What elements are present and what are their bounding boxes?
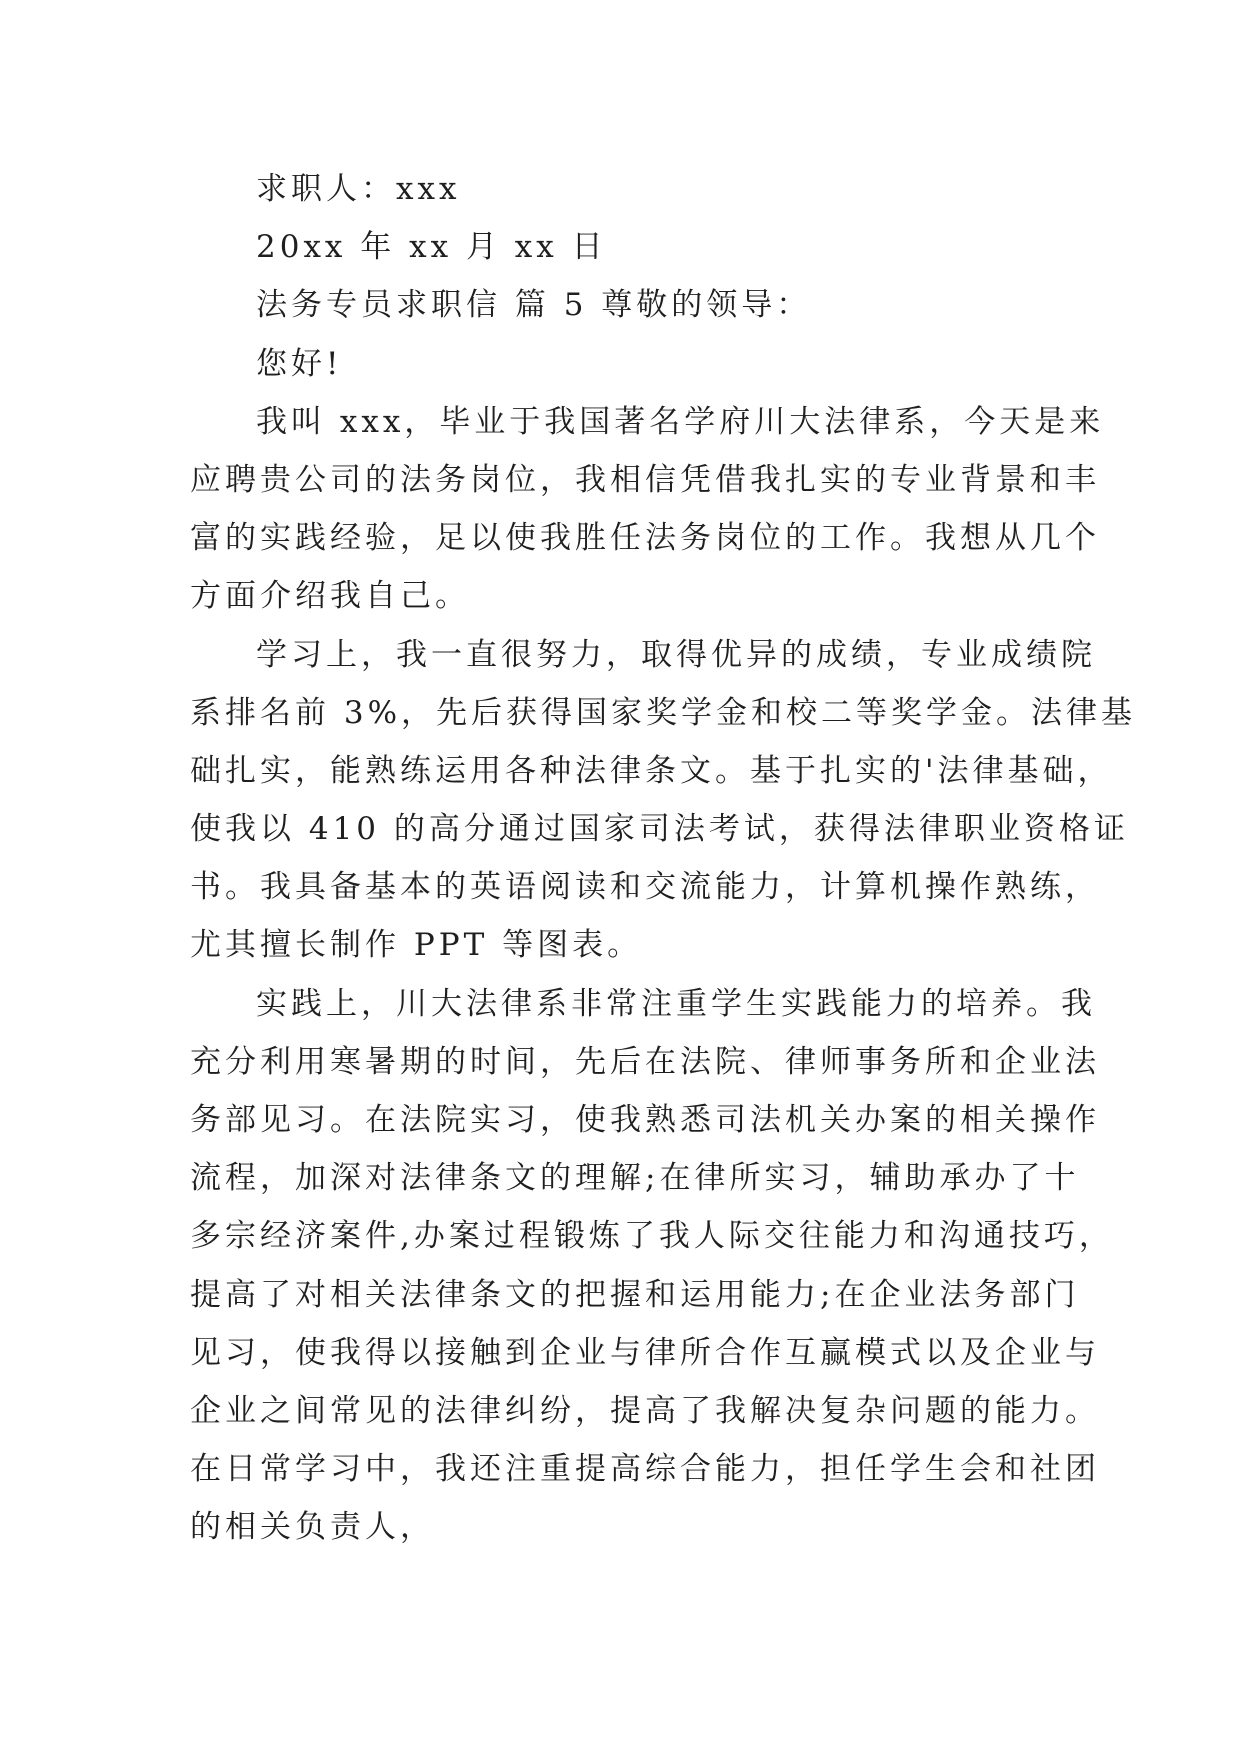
greeting-line: 您好! xyxy=(256,345,343,382)
paragraph-line: 书。我具备基本的英语阅读和交流能力，计算机操作熟练， xyxy=(190,869,1100,906)
paragraph-line: 础扎实，能熟练运用各种法律条文。基于扎实的'法律基础， xyxy=(190,752,1113,789)
paragraph-line: 的相关负责人， xyxy=(190,1509,435,1546)
paragraph-line: 提高了对相关法律条文的把握和运用能力;在企业法务部门 xyxy=(190,1276,1080,1313)
paragraph-line: 方面介绍我自己。 xyxy=(190,578,470,615)
paragraph-line: 学习上，我一直很努力，取得优异的成绩，专业成绩院 xyxy=(256,636,1096,673)
paragraph-line: 务部见习。在法院实习，使我熟悉司法机关办案的相关操作 xyxy=(190,1102,1100,1138)
paragraph-line: 企业之间常见的法律纠纷，提高了我解决复杂问题的能力。 xyxy=(190,1392,1100,1429)
paragraph-line: 实践上，川大法律系非常注重学生实践能力的培养。我 xyxy=(256,985,1096,1022)
paragraph-line: 充分利用寒暑期的时间，先后在法院、律师事务所和企业法 xyxy=(190,1043,1100,1080)
letter-body xyxy=(190,160,1137,1557)
paragraph-line: 在日常学习中，我还注重提高综合能力，担任学生会和社团 xyxy=(190,1451,1100,1488)
paragraph-line: 富的实践经验，足以使我胜任法务岗位的工作。我想从几个 xyxy=(190,520,1100,557)
paragraph-line: 见习，使我得以接触到企业与律所合作互赢模式以及企业与 xyxy=(190,1334,1100,1371)
paragraph-line: 流程，加深对法律条文的理解;在律所实习，辅助承办了十 xyxy=(190,1160,1080,1197)
paragraph-line: 尤其擅长制作 PPT 等图表。 xyxy=(190,927,643,964)
paragraph-line: 应聘贵公司的法务岗位，我相信凭借我扎实的专业背景和丰 xyxy=(190,461,1100,498)
applicant-line: 求职人：xxx xyxy=(256,171,461,207)
paragraph-line: 多宗经济案件,办案过程锻炼了我人际交往能力和沟通技巧， xyxy=(190,1218,1114,1255)
heading-line: 法务专员求职信 篇 5 尊敬的领导： xyxy=(256,287,812,324)
paragraph-line: 使我以 410 的高分通过国家司法考试，获得法律职业资格证 xyxy=(190,811,1129,848)
paragraph-line: 系排名前 3%，先后获得国家奖学金和校二等奖学金。法律基 xyxy=(190,694,1137,731)
paragraph-line: 我叫 xxx，毕业于我国著名学府川大法律系，今天是来 xyxy=(256,403,1105,440)
date-line: 20xx 年 xx 月 xx 日 xyxy=(256,229,607,266)
